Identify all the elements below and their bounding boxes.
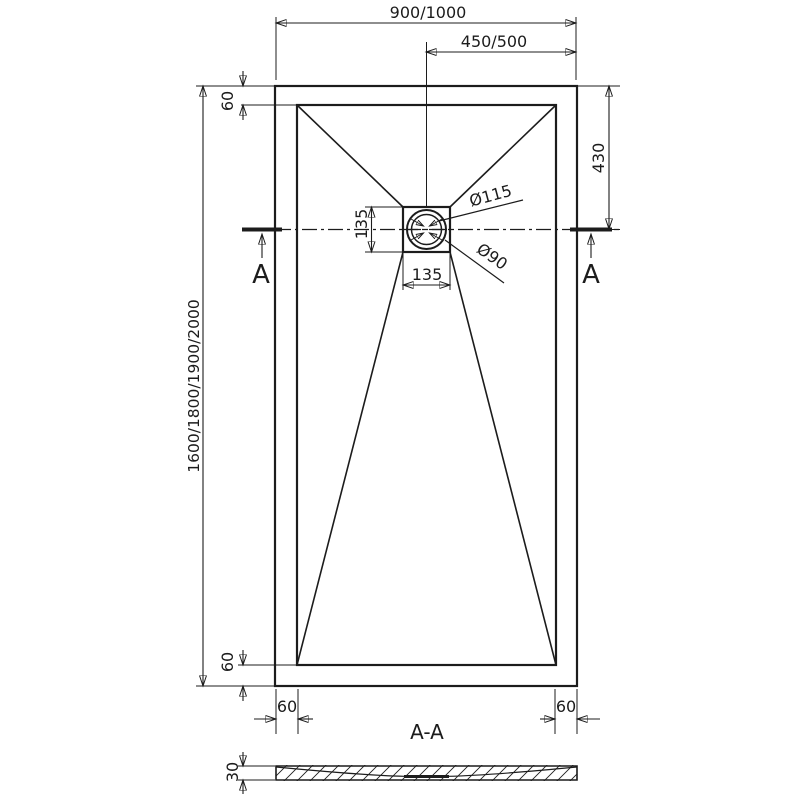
dimension-lines xyxy=(203,23,609,719)
dim-thickness: 30 xyxy=(223,761,242,783)
section-view xyxy=(223,720,589,794)
dim-bottom-left-wall: 60 xyxy=(276,697,298,716)
dim-drain-offset-x: 450/500 xyxy=(460,32,528,51)
dim-top-border: 60 xyxy=(218,90,237,112)
section-slab xyxy=(268,762,589,784)
section-title: A-A xyxy=(410,720,444,744)
dim-drain-box-height: 135 xyxy=(352,208,371,240)
dim-bottom-right-wall: 60 xyxy=(555,697,577,716)
dim-drain-offset-y: 430 xyxy=(589,142,608,174)
section-marker-right-label: A xyxy=(582,260,600,290)
dim-drain-inner-diameter: Ø90 xyxy=(473,239,512,274)
plan-view xyxy=(185,3,620,734)
dim-drain-box-width: 135 xyxy=(411,265,443,284)
section-marker-left-label: A xyxy=(252,260,270,290)
dim-overall-width: 900/1000 xyxy=(389,3,467,22)
drain-leaders xyxy=(439,200,523,283)
dim-bottom-border: 60 xyxy=(218,651,237,673)
dim-drain-outer-diameter: Ø115 xyxy=(467,180,514,211)
section-thickness-dim xyxy=(238,752,275,794)
dim-overall-length: 1600/1800/1900/2000 xyxy=(185,299,203,473)
